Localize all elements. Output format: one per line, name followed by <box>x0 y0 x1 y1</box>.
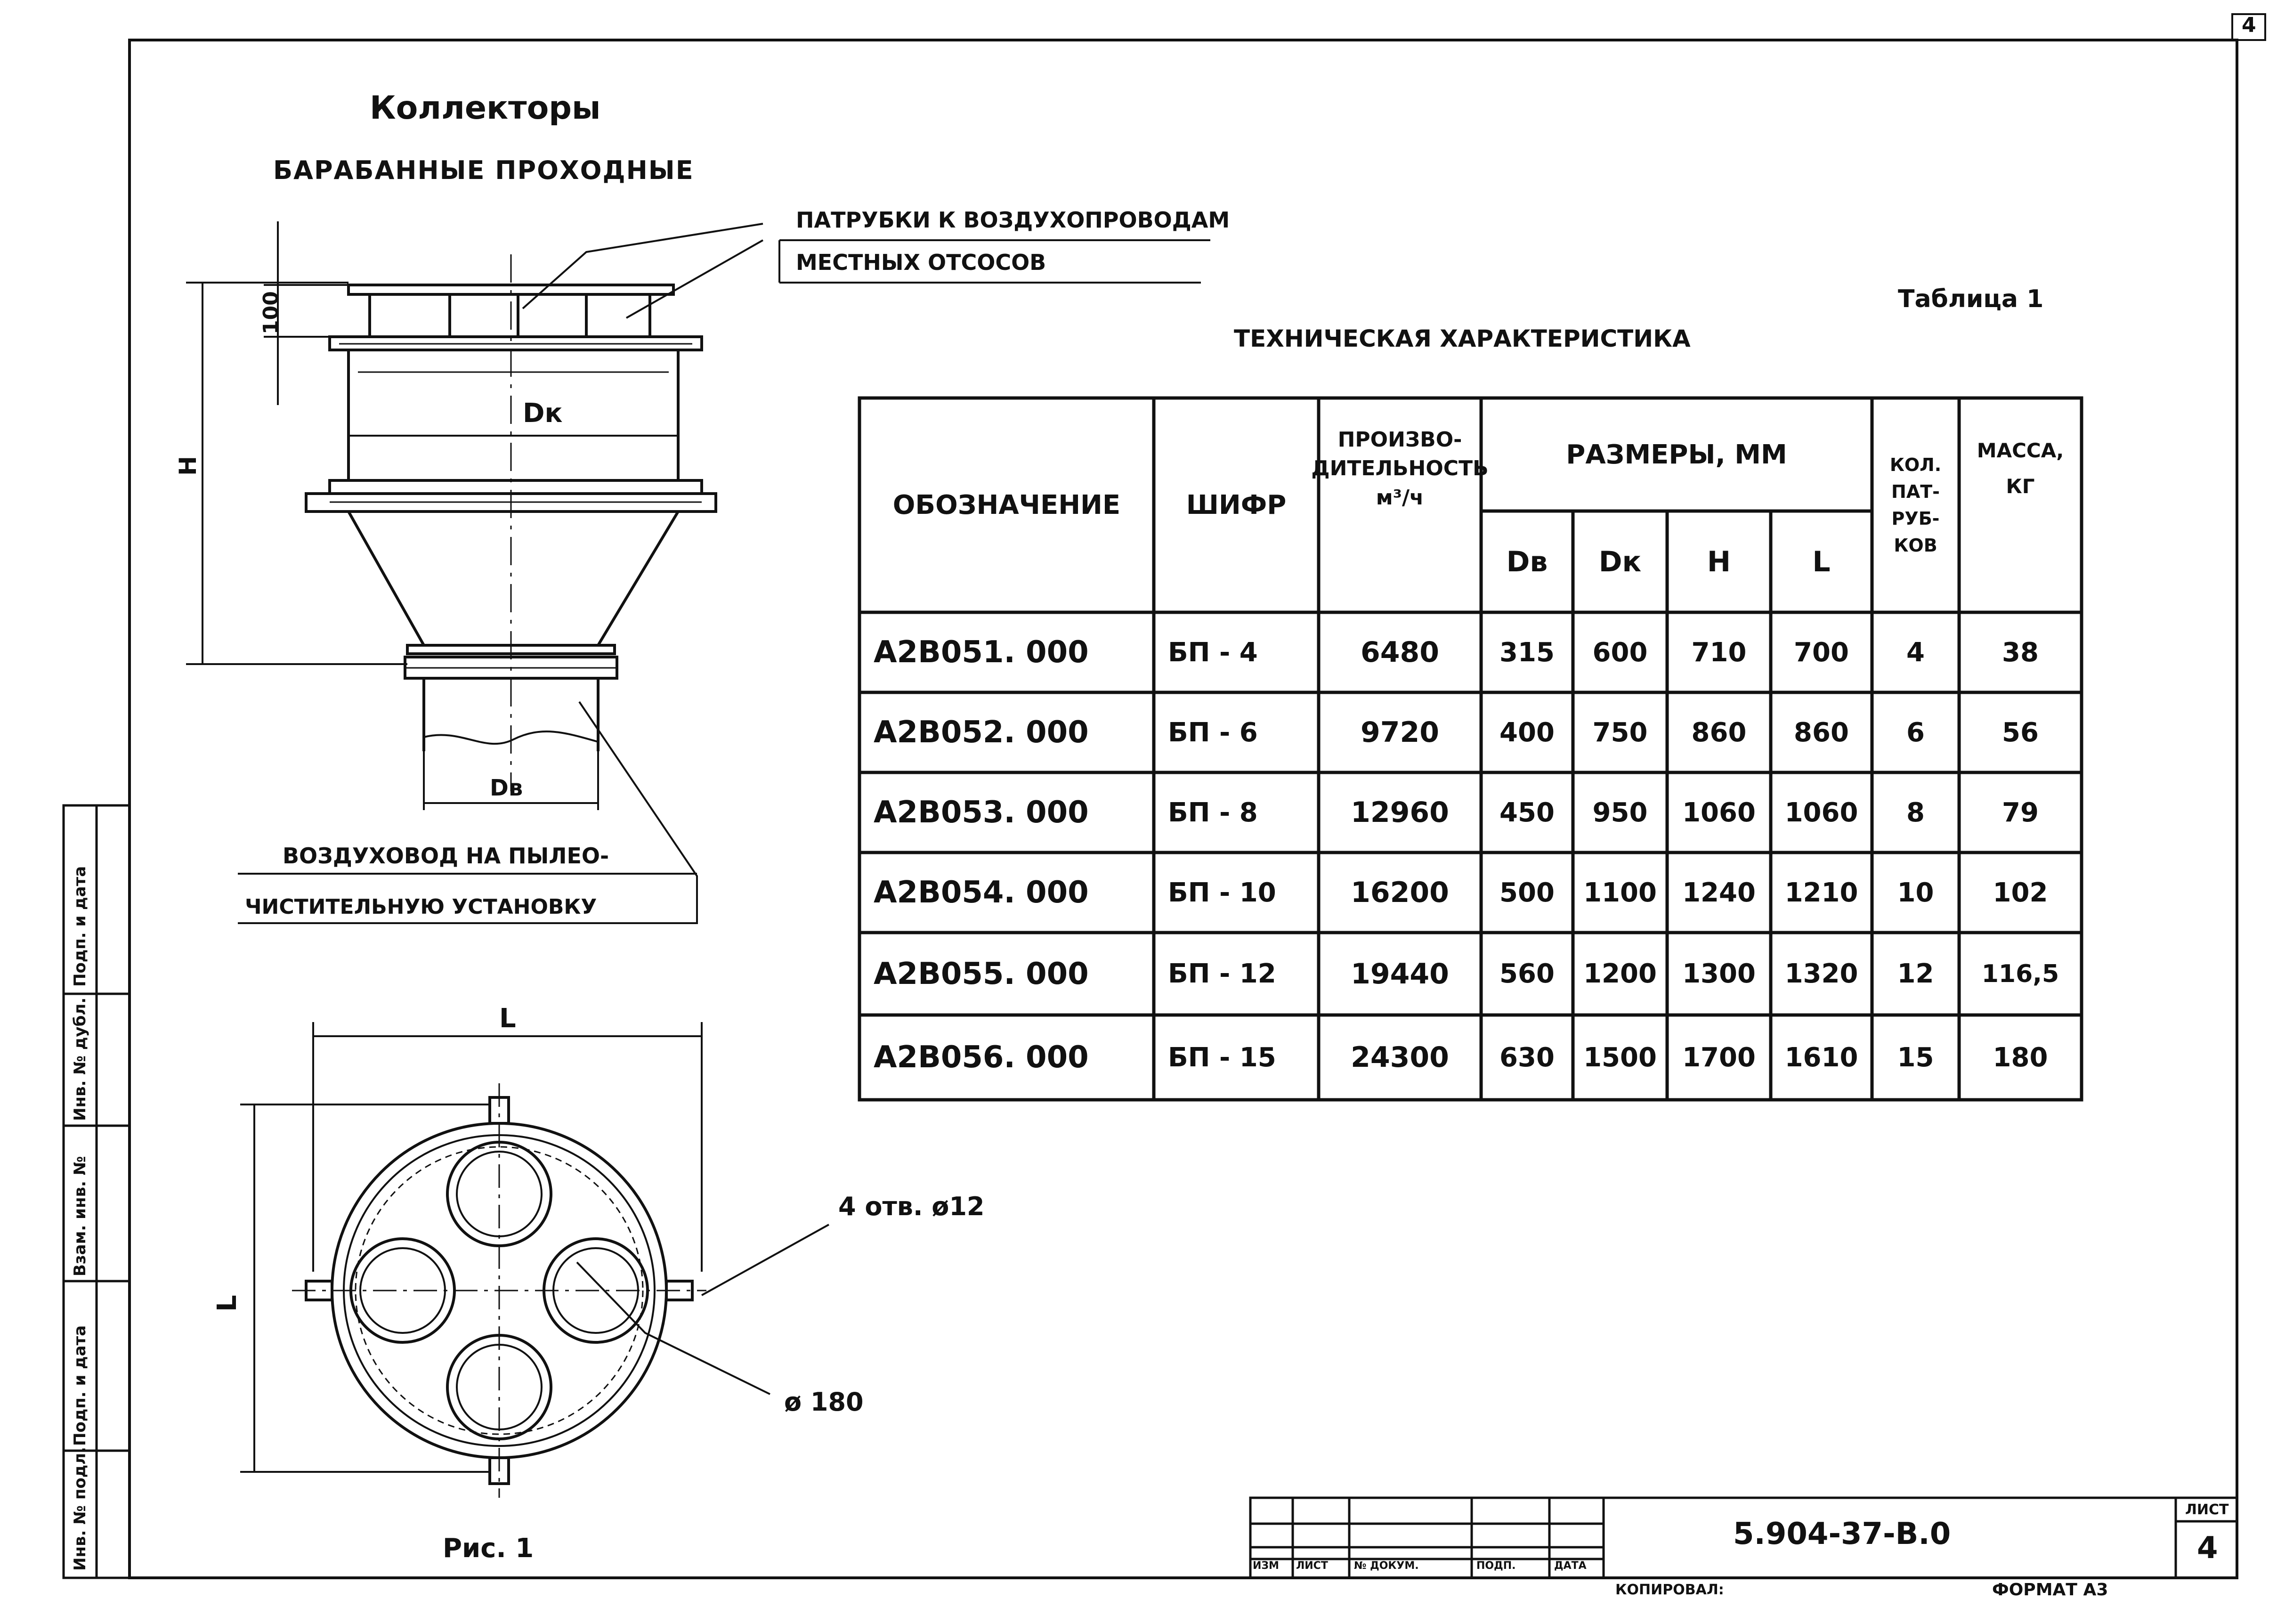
tb-data: ДАТА <box>1554 1560 1587 1572</box>
table-row-5-h: 1300 <box>1682 958 1756 989</box>
th-code-text: ШИФР <box>1186 490 1287 520</box>
table-row-3-h: 1060 <box>1682 797 1756 828</box>
table-row-1-dk: 600 <box>1592 637 1648 668</box>
table-row-4-dk: 1100 <box>1583 877 1657 908</box>
table-row-3-code: БП - 8 <box>1168 797 1258 828</box>
tb-copied: КОПИРОВАЛ: <box>1615 1582 1724 1598</box>
table-row-6-code: БП - 15 <box>1168 1042 1276 1073</box>
collector-elevation <box>306 254 716 791</box>
th-sizes <box>1481 398 1872 511</box>
table-row-1-code: БП - 4 <box>1168 637 1258 668</box>
table-row-4-code: БП - 10 <box>1168 877 1276 908</box>
table-row-6-dk: 1500 <box>1583 1042 1657 1073</box>
table-row-2-mass: 56 <box>2002 717 2039 748</box>
table-row-2-count: 6 <box>1906 717 1925 748</box>
table-row-5-capacity: 19440 <box>1351 957 1449 991</box>
stamp-inv-dubl: Инв. № дубл. <box>71 997 89 1121</box>
tb-doc: № ДОКУМ. <box>1354 1560 1419 1572</box>
tb-doc-code: 5.904-37-В.0 <box>1733 1517 1951 1551</box>
th-count-line3: РУБ- <box>1891 508 1940 529</box>
th-count-line1: КОЛ. <box>1889 454 1942 475</box>
table-row-1-mass: 38 <box>2002 637 2039 668</box>
table-row-1-dv: 315 <box>1499 637 1555 668</box>
table-row-4-capacity: 16200 <box>1351 876 1449 909</box>
figure-label: Рис. 1 <box>443 1533 534 1564</box>
callout-pipes-line2: МЕСТНЫХ ОТСОСОВ <box>796 250 1046 275</box>
table-row-5-dk: 1200 <box>1583 958 1657 989</box>
dim-L-top: L <box>499 1003 516 1034</box>
table-row-4-h: 1240 <box>1682 877 1756 908</box>
table-row-2-h: 860 <box>1691 717 1747 748</box>
dim-L-side: L <box>212 1295 243 1312</box>
stamp-podp-data-2: Подп. и дата <box>71 866 89 987</box>
dim-100: 100 <box>259 291 283 334</box>
tb-sheet-number: 4 <box>2197 1531 2218 1566</box>
table-row-3-designation: А2В053. 000 <box>874 795 1089 830</box>
table-row-4-l: 1210 <box>1784 877 1858 908</box>
table-row-6-dv: 630 <box>1499 1042 1555 1073</box>
th-capacity <box>1311 398 1489 539</box>
table-title: ТЕХНИЧЕСКАЯ ХАРАКТЕРИСТИКА <box>1234 325 1691 352</box>
table-row-4-dv: 500 <box>1499 877 1555 908</box>
th-sizes-text: РАЗМЕРЫ, ММ <box>1566 439 1787 470</box>
table-row-5-dv: 560 <box>1499 958 1555 989</box>
tb-podp: ПОДП. <box>1476 1560 1516 1572</box>
table-row-4-mass: 102 <box>1993 877 2048 908</box>
table-row-5-designation: А2В055. 000 <box>874 956 1089 991</box>
plan-dimensions <box>240 1022 829 1472</box>
th-capacity-unit: м³/ч <box>1376 485 1424 510</box>
th-mass-line2: КГ <box>2006 475 2035 498</box>
tb-format: ФОРМАТ А3 <box>1992 1580 2108 1600</box>
stamp-vzam-inv: Взам. инв. № <box>71 1156 89 1276</box>
table-row-6-h: 1700 <box>1682 1042 1756 1073</box>
table-row-1-capacity: 6480 <box>1361 636 1439 669</box>
tb-izm: ИЗМ <box>1253 1560 1279 1572</box>
corner-sheet-number: 4 <box>2242 13 2256 37</box>
tb-list: ЛИСТ <box>1296 1560 1328 1572</box>
stamp-inv-podl: Инв. № подл. <box>71 1446 89 1571</box>
table-row-3-capacity: 12960 <box>1351 796 1449 829</box>
table-row-3-mass: 79 <box>2002 797 2039 828</box>
th-L: L <box>1812 545 1831 578</box>
th-mass-line1: МАССА, <box>1977 439 2064 463</box>
table-row-3-l: 1060 <box>1784 797 1858 828</box>
table-row-5-code: БП - 12 <box>1168 958 1276 989</box>
table-row-3-count: 8 <box>1906 797 1925 828</box>
table-row-5-mass: 116,5 <box>1981 959 2059 988</box>
th-code <box>1154 398 1319 612</box>
table-row-1-designation: А2В051. 000 <box>874 635 1089 670</box>
callout-diameter: ø 180 <box>784 1387 864 1417</box>
table-row-2-dv: 400 <box>1499 717 1555 748</box>
th-H: H <box>1707 545 1731 578</box>
th-Dv: Dв <box>1506 545 1548 578</box>
table-row-2-l: 860 <box>1794 717 1849 748</box>
dim-Dk: Dк <box>523 398 563 429</box>
drawing-title: Коллекторы <box>370 89 601 127</box>
table-row-5-l: 1320 <box>1784 958 1858 989</box>
table-row-4-designation: А2В054. 000 <box>874 875 1089 910</box>
table-row-6-mass: 180 <box>1993 1042 2048 1073</box>
tb-sheet-label: ЛИСТ <box>2185 1502 2229 1518</box>
table-row-4-count: 10 <box>1897 877 1934 908</box>
th-count <box>1872 398 1959 612</box>
stamp-podp-data-1: Подп. и дата <box>71 1325 89 1446</box>
callout-holes: 4 отв. ø12 <box>838 1192 985 1221</box>
th-count-line2: ПАТ- <box>1891 481 1940 502</box>
table-label: Таблица 1 <box>1898 285 2044 313</box>
dim-H: H <box>174 456 202 476</box>
table-row-6-designation: А2В056. 000 <box>874 1040 1089 1075</box>
table-row-2-code: БП - 6 <box>1168 717 1258 748</box>
th-mass <box>1959 398 2082 539</box>
table-row-1-count: 4 <box>1906 637 1925 668</box>
table-row-6-capacity: 24300 <box>1351 1041 1449 1074</box>
callout-duct-line1: ВОЗДУХОВОД НА ПЫЛЕО- <box>283 843 609 869</box>
dim-Dv: Dв <box>490 775 523 801</box>
th-Dk: Dк <box>1598 545 1642 578</box>
th-capacity-line1: ПРОИЗВО- <box>1337 427 1462 452</box>
table-row-3-dk: 950 <box>1592 797 1648 828</box>
callout-duct-line2: ЧИСТИТЕЛЬНУЮ УСТАНОВКУ <box>245 895 597 919</box>
th-count-line4: КОВ <box>1894 535 1937 556</box>
table-row-5-count: 12 <box>1897 958 1934 989</box>
table-row-1-h: 710 <box>1691 637 1747 668</box>
table-row-6-count: 15 <box>1897 1042 1934 1073</box>
table-row-2-designation: А2В052. 000 <box>874 715 1089 750</box>
drawing-subtitle: БАРАБАННЫЕ ПРОХОДНЫЕ <box>273 155 694 185</box>
th-designation <box>859 398 1154 612</box>
table-row-3-dv: 450 <box>1499 797 1555 828</box>
table-row-1-l: 700 <box>1794 637 1849 668</box>
th-designation-text: ОБОЗНАЧЕНИЕ <box>892 490 1121 520</box>
table-row-2-dk: 750 <box>1592 717 1648 748</box>
table-row-6-l: 1610 <box>1784 1042 1858 1073</box>
callout-pipes-line1: ПАТРУБКИ К ВОЗДУХОПРОВОДАМ <box>796 207 1230 233</box>
th-capacity-line2: ДИТЕЛЬНОСТЬ <box>1311 456 1489 481</box>
collector-plan <box>292 1083 706 1498</box>
table-row-2-capacity: 9720 <box>1361 716 1439 749</box>
